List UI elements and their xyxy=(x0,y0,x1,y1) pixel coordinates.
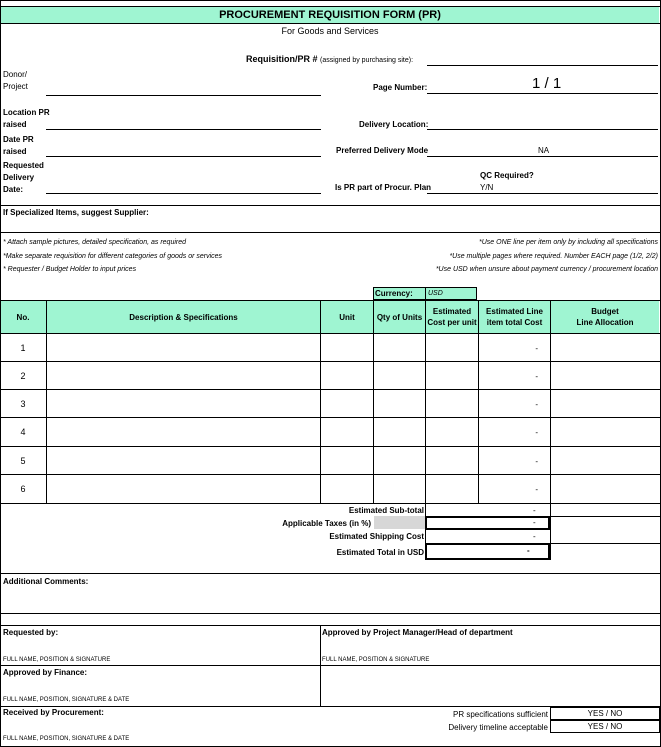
col-header-desc: Description & Specifications xyxy=(129,312,238,322)
preferred-delivery-label: Preferred Delivery Mode xyxy=(336,146,429,155)
table-row[interactable] xyxy=(0,362,660,390)
note-right-2: *Use multiple pages where required. Number EACH page (1/2, 2/2) xyxy=(449,252,658,260)
date-label-1: Date PR xyxy=(3,135,34,144)
row-total: - xyxy=(535,399,538,409)
delivery-location-line[interactable] xyxy=(427,129,658,130)
preferred-delivery-value: NA xyxy=(538,146,550,155)
location-label-2: raised xyxy=(3,120,27,129)
table-row[interactable] xyxy=(0,390,660,418)
form-title: PROCUREMENT REQUISITION FORM (PR) xyxy=(1,6,659,23)
delivery-location-label: Delivery Location: xyxy=(359,120,429,129)
note-left-1: * Attach sample pictures, detailed specification, as required xyxy=(3,239,187,246)
subtotal-value: - xyxy=(533,506,536,515)
location-input-line[interactable] xyxy=(46,129,321,130)
col-header-total xyxy=(479,301,550,333)
form-subtitle: For Goods and Services xyxy=(281,26,379,36)
row-no: 5 xyxy=(20,456,26,466)
currency-value[interactable]: USD xyxy=(428,290,443,297)
date-label-2: raised xyxy=(3,147,27,156)
supplier-label: If Specialized Items, suggest Supplier: xyxy=(3,208,149,217)
note-right-3: *Use USD when unsure about payment currency / procurement location xyxy=(435,266,658,273)
currency-label: Currency: xyxy=(375,289,413,298)
requested-label-3: Date: xyxy=(3,185,24,194)
spec-sufficient-label: PR specifications sufficient xyxy=(452,710,548,719)
page-number-line[interactable] xyxy=(427,93,658,94)
col-header-total-1: Estimated Line xyxy=(486,307,543,316)
col-header-budget xyxy=(551,301,659,333)
row-total: - xyxy=(535,371,538,381)
timeline-acceptable-value: YES / NO xyxy=(587,722,623,731)
row-total: - xyxy=(535,484,538,494)
col-header-cost-1: Estimated xyxy=(432,307,472,316)
requisition-input-line[interactable] xyxy=(427,65,658,66)
col-header-total-2: item total Cost xyxy=(486,318,543,327)
row-no: 3 xyxy=(20,399,26,409)
col-header-no: No. xyxy=(16,312,30,322)
row-total: - xyxy=(535,343,538,353)
requested-date-line[interactable] xyxy=(46,193,321,194)
total-value-box xyxy=(425,543,550,560)
taxes-input[interactable] xyxy=(374,516,425,529)
taxes-value-box xyxy=(425,516,550,530)
donor-label-2: Project xyxy=(3,82,28,91)
total-label: Estimated Total in USD xyxy=(336,548,424,557)
total-value: - xyxy=(527,546,530,555)
table-row[interactable] xyxy=(0,334,660,362)
notes-right xyxy=(436,236,658,277)
requisition-label xyxy=(246,54,413,64)
note-left-3: * Requester / Budget Holder to input prices xyxy=(3,266,137,273)
requested-sig-caption: FULL NAME, POSITION & SIGNATURE xyxy=(3,657,111,663)
col-header-cost xyxy=(426,301,478,333)
requested-label-2: Delivery xyxy=(3,173,35,182)
date-label xyxy=(3,134,34,158)
table-row[interactable] xyxy=(0,418,660,446)
row-no: 2 xyxy=(20,371,26,381)
taxes-value: - xyxy=(533,518,536,527)
subtotal-label: Estimated Sub-total xyxy=(348,506,424,515)
spec-sufficient-value: YES / NO xyxy=(587,709,623,718)
shipping-label: Estimated Shipping Cost xyxy=(329,532,424,541)
approved-finance-label: Approved by Finance: xyxy=(3,668,88,677)
proc-plan-label: Is PR part of Procur. Plan xyxy=(335,183,432,192)
proc-plan-line[interactable] xyxy=(427,193,658,194)
location-label xyxy=(3,107,50,131)
location-label-1: Location PR xyxy=(3,108,50,117)
requisition-note: (assigned by purchasing site): xyxy=(320,57,414,64)
note-right-1: *Use ONE line per item only by including all specifications xyxy=(479,239,658,246)
date-input-line[interactable] xyxy=(46,156,321,157)
received-by-label: Received by Procurement: xyxy=(3,708,104,717)
taxes-label: Applicable Taxes (in %) xyxy=(282,519,371,528)
donor-label-1: Donor/ xyxy=(3,70,28,79)
page-number-label: Page Number: xyxy=(373,83,428,92)
donor-label xyxy=(3,69,28,93)
row-no: 4 xyxy=(20,427,26,437)
requested-label-1: Requested xyxy=(3,161,44,170)
row-total: - xyxy=(535,427,538,437)
requested-by-label: Requested by: xyxy=(3,628,59,637)
col-header-cost-2: Cost per unit xyxy=(427,318,477,327)
table-row[interactable] xyxy=(0,475,660,503)
table-row[interactable] xyxy=(0,447,660,475)
row-no: 1 xyxy=(20,343,26,353)
approved-pm-sig-caption: FULL NAME, POSITION & SIGNATURE xyxy=(322,657,430,663)
col-header-unit: Unit xyxy=(339,312,355,322)
requisition-label-text: Requisition/PR # xyxy=(246,54,318,64)
col-header-qty: Qty of Units xyxy=(376,312,423,322)
row-total: - xyxy=(535,456,538,466)
comments-label: Additional Comments: xyxy=(3,577,89,586)
donor-input-line[interactable] xyxy=(46,95,321,96)
approved-pm-label: Approved by Project Manager/Head of department xyxy=(322,628,513,637)
page-number-value: 1 / 1 xyxy=(532,75,562,92)
col-header-budget-1: Budget xyxy=(591,307,619,316)
shipping-value: - xyxy=(533,532,536,541)
qc-label: QC Required? xyxy=(480,171,534,180)
notes-left xyxy=(3,236,222,277)
note-left-2: *Make separate requisition for different categories of goods or services xyxy=(3,252,223,260)
finance-sig-caption: FULL NAME, POSITION, SIGNATURE & DATE xyxy=(3,697,130,703)
col-header-budget-2: Line Allocation xyxy=(576,318,634,327)
timeline-acceptable-label: Delivery timeline acceptable xyxy=(448,723,548,732)
received-sig-caption: FULL NAME, POSITION, SIGNATURE & DATE xyxy=(3,736,130,742)
row-no: 6 xyxy=(20,484,26,494)
requested-date-label xyxy=(3,160,44,196)
preferred-delivery-line[interactable] xyxy=(427,156,658,157)
qc-value: Y/N xyxy=(480,183,494,192)
